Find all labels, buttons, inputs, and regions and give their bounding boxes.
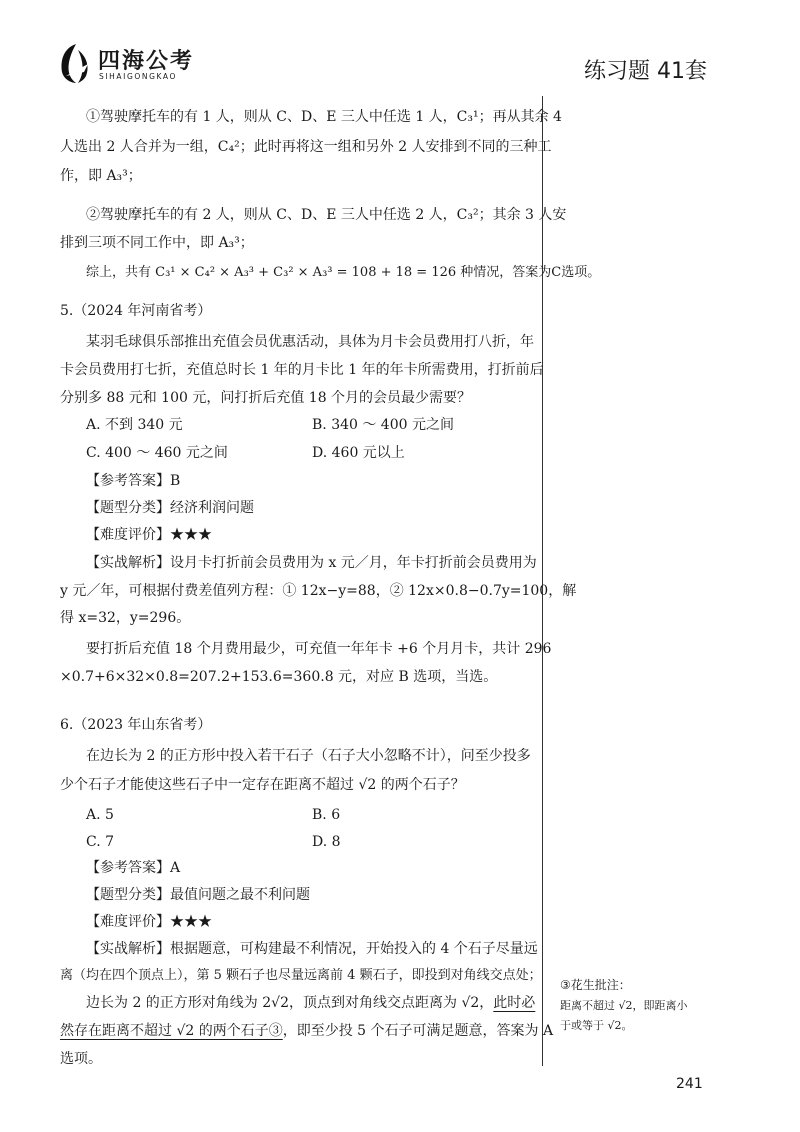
analysis-text: ，即至少投 5 个石子可满足题意，答案为 A xyxy=(282,1023,554,1039)
text-line: 作，即 A₃³； xyxy=(60,168,142,184)
analysis-line: 得 x=32，y=296。 xyxy=(60,610,191,626)
analysis-line xyxy=(86,990,535,1016)
analysis-line: 要打折后充值 18 个月费用最少，可充值一年年卡 +6 个月月卡，共计 296 xyxy=(86,641,552,657)
text-line: 综上，共有 C₃¹ × C₄² × A₃³ + C₃² × A₃³ = 108 + 18 = 126 种情况，答案为C选项。 xyxy=(86,265,601,280)
analysis-line: 选项。 xyxy=(60,1051,102,1067)
option-b: B. 6 xyxy=(312,807,341,823)
question-stem: 在边长为 2 的正方形中投入若干石子（石子大小忽略不计），问至少投多 xyxy=(86,748,531,764)
question-stem: 少个石子才能使这些石子中一定存在距离不超过 √2 的两个石子？ xyxy=(60,777,465,793)
side-note-line: 距离不超过 √2，即距离小 xyxy=(560,999,688,1012)
analysis-text: 边长为 2 的正方形对角线为 2√2，顶点到对角线交点距离为 √2， xyxy=(86,995,494,1011)
option-a: A. 不到 340 元 xyxy=(86,417,183,433)
brand-name: 四海公考 xyxy=(98,49,195,74)
option-b: B. 340 ～ 400 元之间 xyxy=(312,417,454,433)
difficulty-rating: 【难度评价】★★★ xyxy=(86,914,212,930)
question-stem: 分别多 88 元和 100 元，问打折后充值 18 个月的会员最少需要？ xyxy=(60,390,472,406)
annotated-text: 此时必 xyxy=(493,995,536,1011)
option-a: A. 5 xyxy=(86,807,114,823)
question-stem: 某羽毛球俱乐部推出充值会员优惠活动，具体为月卡会员费用打八折，年 xyxy=(86,334,534,350)
question-category: 【题型分类】最值问题之最不利问题 xyxy=(86,887,310,903)
text-line: ②驾驶摩托车的有 2 人，则从 C、D、E 三人中任选 2 人，C₃²；其余 3 人安 xyxy=(86,207,567,223)
analysis-line: 离（均在四个顶点上），第 5 颗石子也尽量远离前 4 颗石子，即投到对角线交点处； xyxy=(60,968,542,983)
question-stem: 卡会员费用打七折，充值总时长 1 年的月卡比 1 年的年卡所需费用，打折前后 xyxy=(60,362,544,378)
analysis-line: ×0.7+6×32×0.8=207.2+153.6=360.8 元，对应 B 选项，当选。 xyxy=(60,669,498,685)
page-title: 练习题 41套 xyxy=(584,59,707,84)
option-c: C. 400 ～ 460 元之间 xyxy=(86,445,228,461)
reference-answer: 【参考答案】B xyxy=(86,473,181,489)
difficulty-rating: 【难度评价】★★★ xyxy=(86,527,212,543)
analysis-line: 【实战解析】根据题意，可构建最不利情况，开始投入的 4 个石子尽量远 xyxy=(86,941,538,957)
option-d: D. 8 xyxy=(312,834,341,850)
page-number: 241 xyxy=(676,1076,703,1092)
side-note-title: ③花生批注： xyxy=(560,978,631,992)
annotated-text: 然存在距离不超过 √2 的两个石子③ xyxy=(60,1023,283,1039)
text-line: ①驾驶摩托车的有 1 人，则从 C、D、E 三人中任选 1 人，C₃¹；再从其余 4 xyxy=(86,109,562,125)
text-line: 排到三项不同工作中，即 A₃³； xyxy=(60,235,254,251)
option-d: D. 460 元以上 xyxy=(312,445,405,461)
brand-name-latin: SIHAIGONGKAO xyxy=(99,72,177,81)
question-category: 【题型分类】经济利润问题 xyxy=(86,500,254,516)
logo-icon xyxy=(58,42,94,84)
analysis-line xyxy=(60,1018,553,1044)
text-line: 人选出 2 人合并为一组，C₄²；此时再将这一组和另外 2 人安排到不同的三种工 xyxy=(60,139,552,155)
side-note-line: 于或等于 √2。 xyxy=(560,1019,633,1032)
analysis-line: y 元／年，可根据付费差值列方程：① 12x−y=88，② 12x×0.8−0.7y=100，解 xyxy=(60,583,577,599)
reference-answer: 【参考答案】A xyxy=(86,860,181,876)
question-header: 6.（2023 年山东省考） xyxy=(60,717,212,733)
question-header: 5.（2024 年河南省考） xyxy=(60,303,212,319)
analysis-line: 【实战解析】设月卡打折前会员费用为 x 元／月，年卡打折前会员费用为 xyxy=(86,555,537,571)
option-c: C. 7 xyxy=(86,834,115,850)
